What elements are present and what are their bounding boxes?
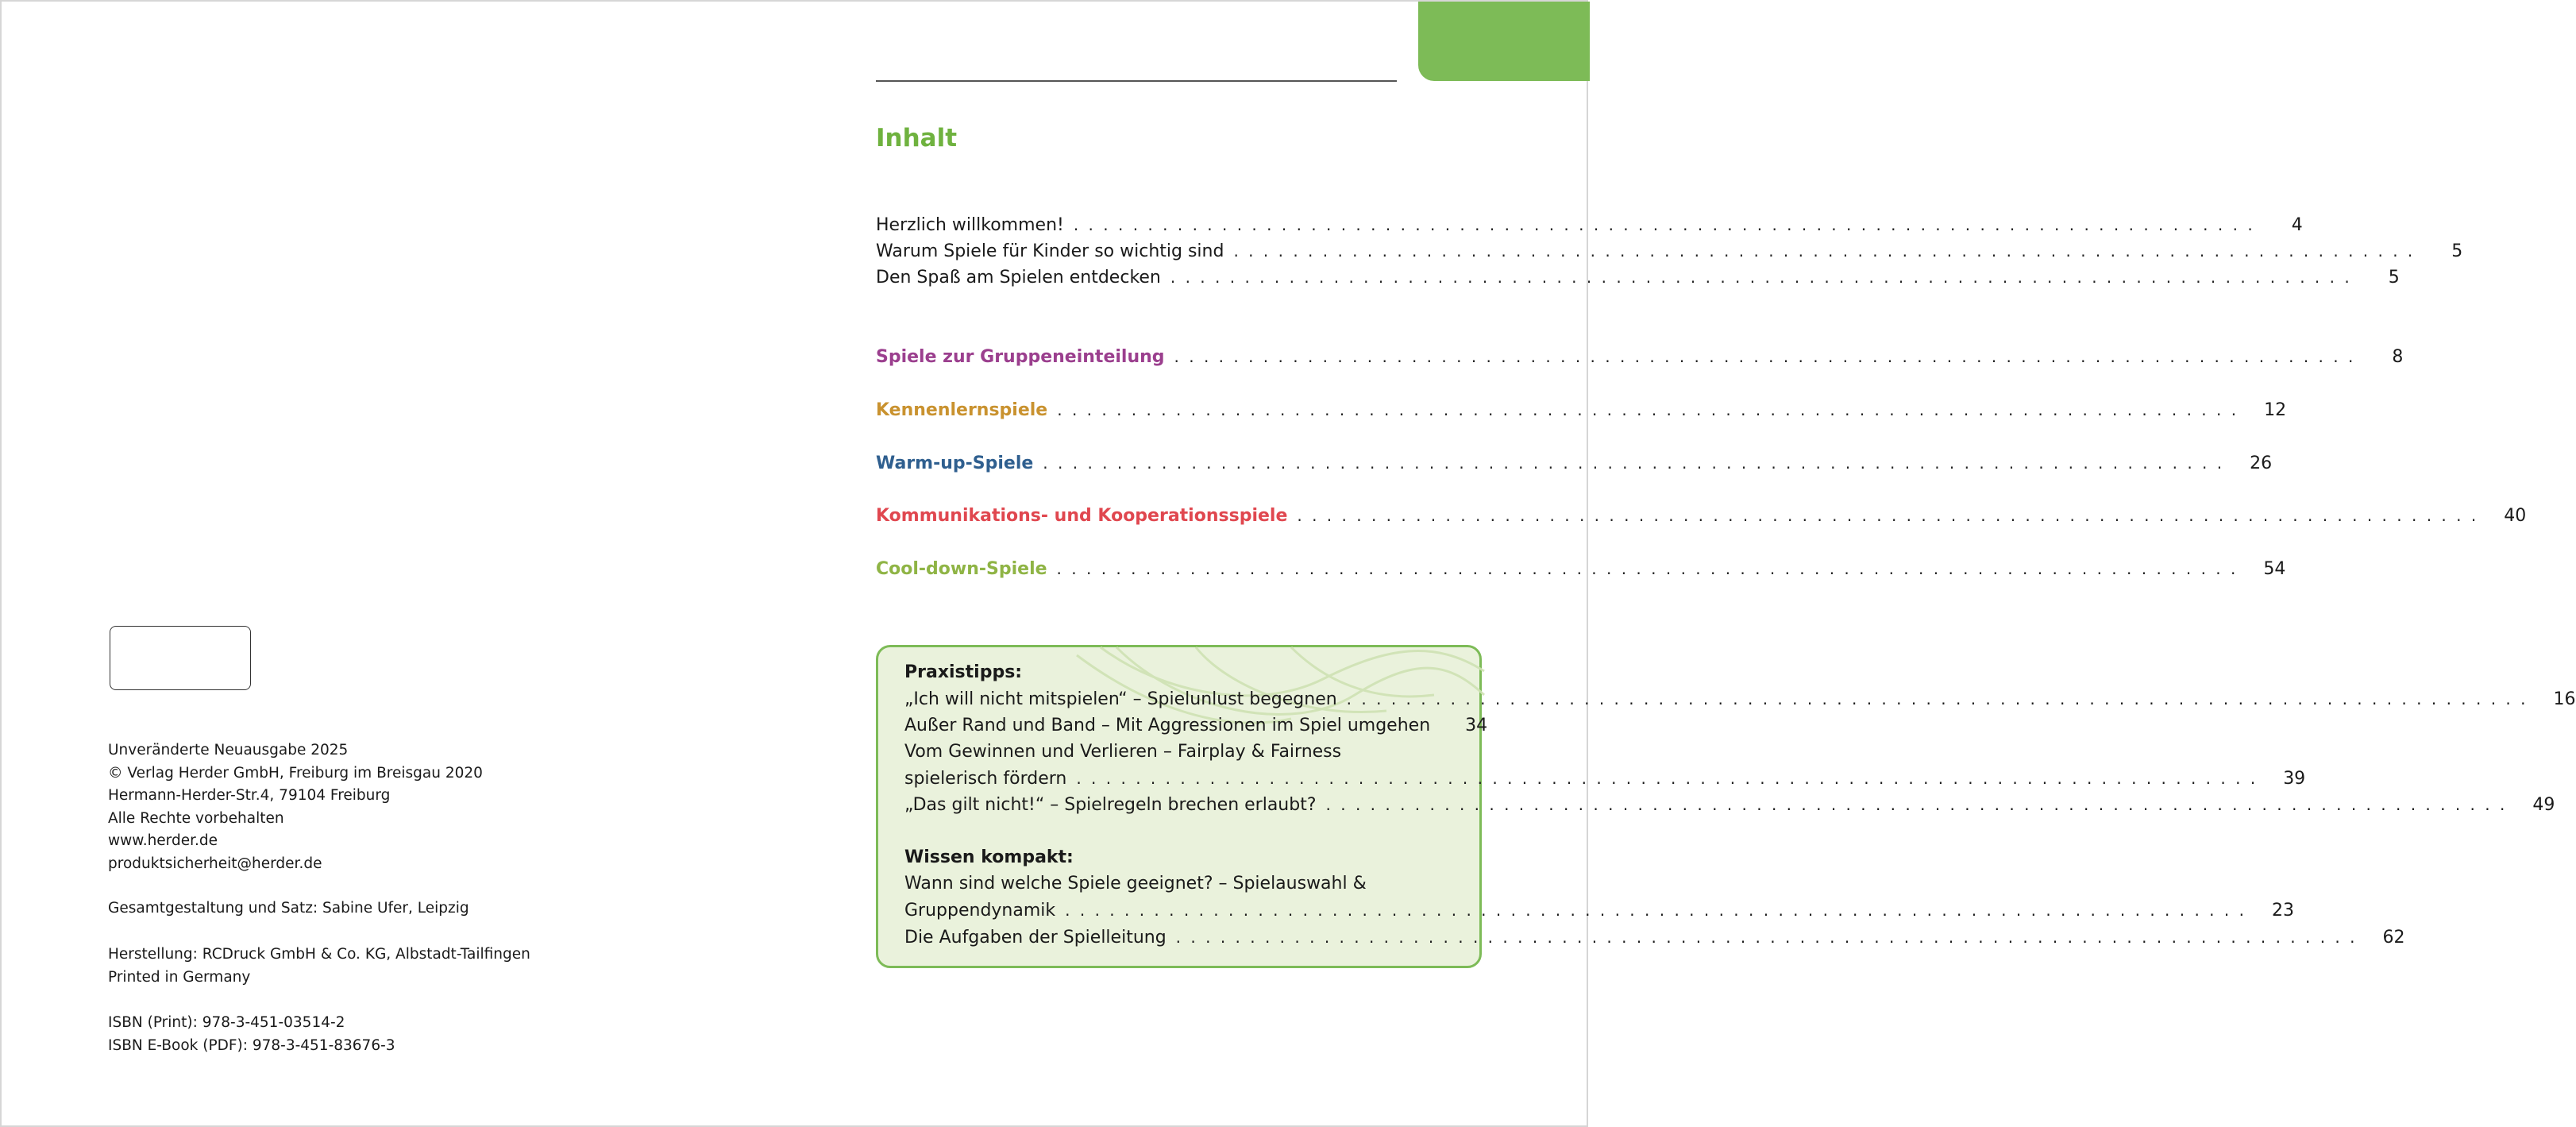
leader-dots: . . . . . . . . . . . . . . . . . . . . . . . . . . . . . . . . . . . . . . . . . . . . . . . . . . . . . . . . . . . . . . . . . . . . . . . . . . . . . . . .: [1056, 559, 2239, 578]
green-corner-tab: [1418, 2, 1590, 81]
imprint-design: [108, 897, 469, 921]
imprint-isbn: [108, 1012, 395, 1057]
praxis-page-number: 39: [2283, 769, 2306, 789]
praxis-page-number: 49: [2532, 795, 2555, 815]
praxis-entry-label: „Ich will nicht mitspielen“ – Spielunlust begegnen: [904, 689, 1337, 709]
imprint-line: Unveränderte Neuausgabe 2025: [108, 742, 349, 758]
leader-dots: . . . . . . . . . . . . . . . . . . . . . . . . . . . . . . . . . . . . . . . . . . . . . . . . . . . . . . . . . . . . . . . . . . . . . . . . . . . . . . . .: [1297, 506, 2479, 525]
wissen-entry-label: Gruppendynamik: [904, 901, 1056, 921]
wissen-title: Wissen kompakt:: [904, 847, 1074, 867]
imprint-production: [108, 944, 530, 989]
imprint-line: www.herder.de: [108, 832, 218, 849]
leader-dots: . . . . . . . . . . . . . . . . . . . . . . . . . . . . . . . . . . . . . . . . . . . . . . . . . . . . . . . . . . . . . . . . . . . . . . . . . . . . . . . .: [1043, 454, 2225, 473]
section-label: Warm-up-Spiele: [876, 454, 1034, 473]
leader-dots: . . . . . . . . . . . . . . . . . . . . . . . . . . . . . . . . . . . . . . . . . . . . . . . . . . . . . . . . . . . . . . . . . . . . . . . . . . . . . . . .: [1346, 689, 2528, 708]
toc-entry-label: Warum Spiele für Kinder so wichtig sind: [876, 241, 1224, 261]
section-label: Cool-down-Spiele: [876, 559, 1047, 579]
imprint-line: produktsicherheit@herder.de: [108, 855, 322, 872]
praxis-entry-label: Außer Rand und Band – Mit Aggressionen im Spiel umgehen: [904, 716, 1431, 735]
imprint-line: Hermann-Herder-Str.4, 79104 Freiburg: [108, 787, 391, 804]
toc-section-warm-up: [876, 450, 2273, 477]
wissen-entry: [904, 897, 2294, 924]
wissen-entry-first-line: Wann sind welche Spiele geeignet? – Spielauswahl &: [904, 874, 1367, 893]
toc-page-number: 4: [2291, 215, 2303, 235]
toc-page-number: 8: [2392, 347, 2404, 367]
praxis-entry-first-line: Vom Gewinnen und Verlieren – Fairplay & Fairness: [904, 742, 1342, 762]
toc-page-number: 5: [2451, 241, 2463, 261]
toc-section-getting-to-know: [876, 396, 2287, 423]
toc-heading: Inhalt: [876, 124, 958, 152]
toc-page-number: 12: [2264, 400, 2287, 420]
praxis-entry: [904, 791, 2555, 818]
toc-page-number: 26: [2250, 454, 2273, 473]
top-rule: [876, 80, 1397, 82]
tips-box: [876, 645, 2576, 968]
leader-dots: . . . . . . . . . . . . . . . . . . . . . . . . . . . . . . . . . . . . . . . . . . . . . . . . . . . . . . . . . . . . . . . . . . . . . . . . . . . . . . . .: [1065, 901, 2246, 920]
praxis-entry: [904, 765, 2306, 792]
praxis-title: Praxistipps:: [904, 662, 1023, 682]
section-label: Kennenlernspiele: [876, 400, 1048, 420]
isbn-print: ISBN (Print): 978-3-451-03514-2: [108, 1014, 345, 1031]
leader-dots: . . . . . . . . . . . . . . . . . . . . . . . . . . . . . . . . . . . . . . . . . . . . . . . . . . . . . . . . . . . . . . . . . . . . . . . . . . . . . . . .: [1233, 241, 2416, 261]
toc-entry-label: Den Spaß am Spielen entdecken: [876, 268, 1161, 288]
wissen-entry-label: Die Aufgaben der Spielleitung: [904, 928, 1167, 948]
wissen-page-number: 23: [2271, 901, 2294, 921]
toc-entry: [876, 264, 2400, 291]
praxis-page-number: 34: [1465, 716, 1488, 735]
imprint-line: Gesamtgestaltung und Satz: Sabine Ufer, Leipzig: [108, 900, 469, 917]
toc-section-cool-down: [876, 555, 2286, 582]
leader-dots: . . . . . . . . . . . . . . . . . . . . . . . . . . . . . . . . . . . . . . . . . . . . . . . . . . . . . . . . . . . . . . . . . . . . . . . . . . . . . . . .: [1174, 347, 2356, 366]
toc-entry: [876, 211, 2303, 238]
toc-page-number: 40: [2504, 506, 2527, 526]
isbn-ebook: ISBN E-Book (PDF): 978-3-451-83676-3: [108, 1036, 395, 1054]
toc-entry-label: Herzlich willkommen!: [876, 215, 1064, 235]
praxis-page-number: 16: [2553, 689, 2576, 709]
praxis-entry: [904, 685, 2576, 712]
toc-section-group-sorting: [876, 343, 2404, 370]
leader-dots: . . . . . . . . . . . . . . . . . . . . . . . . . . . . . . . . . . . . . . . . . . . . . . . . . . . . . . . . . . . . . . . . . . . . . . . . . . . . . . . .: [1325, 795, 2508, 814]
leader-dots: . . . . . . . . . . . . . . . . . . . . . . . . . . . . . . . . . . . . . . . . . . . . . . . . . . . . . . . . . . . . . . . . . . . . . . . . . . . . . . . .: [1076, 769, 2258, 788]
wissen-page-number: 62: [2382, 928, 2405, 948]
praxis-entry-label: „Das gilt nicht!“ – Spielregeln brechen erlaubt?: [904, 795, 1317, 815]
imprint-line: Herstellung: RCDruck GmbH & Co. KG, Albstadt-Tailfingen: [108, 946, 530, 963]
leader-dots: . . . . . . . . . . . . . . . . . . . . . . . . . . . . . . . . . . . . . . . . . . . . . . . . . . . . . . . . . . . . . . . . . . . . . . . . . . . . . . . .: [1073, 215, 2255, 234]
praxis-entry: [904, 712, 1488, 739]
toc-page-number: 54: [2263, 559, 2286, 579]
toc-entry: [876, 237, 2463, 264]
leader-dots: . . . . . . . . . . . . . . . . . . . . . . . . . . . . . . . . . . . . . . . . . . . . . . . . . . . . . . . . . . . . . . . . . . . . . . . . . . . . . . . .: [1175, 928, 2358, 947]
leader-dots: . . . . . . . . . . . . . . . . . . . . . . . . . . . . . . . . . . . . . . . . . . . . . . . . . . . . . . . . . . . . . . . . . . . . . . . . . . . . . . . .: [1057, 400, 2239, 419]
imprint-line: Printed in Germany: [108, 968, 251, 986]
praxis-entry-label: spielerisch fördern: [904, 769, 1067, 789]
leader-dots: . . . . . . . . . . . . . . . . . . . . . . . . . . . . . . . . . . . . . . . . . . . . . . . . . . . . . . . . . . . . . . . . . . . . . . . . . . . . . . . .: [1170, 268, 2352, 287]
imprint-block: [108, 739, 483, 875]
imprint-line: Alle Rechte vorbehalten: [108, 809, 284, 827]
logo-placeholder-box: [110, 626, 251, 690]
imprint-line: © Verlag Herder GmbH, Freiburg im Breisgau 2020: [108, 764, 483, 782]
section-label: Spiele zur Gruppeneinteilung: [876, 347, 1165, 367]
wissen-entry: [904, 924, 2405, 951]
toc-page-number: 5: [2388, 268, 2400, 288]
toc-section-communication: [876, 502, 2527, 529]
section-label: Kommunikations- und Kooperationsspiele: [876, 506, 1288, 526]
